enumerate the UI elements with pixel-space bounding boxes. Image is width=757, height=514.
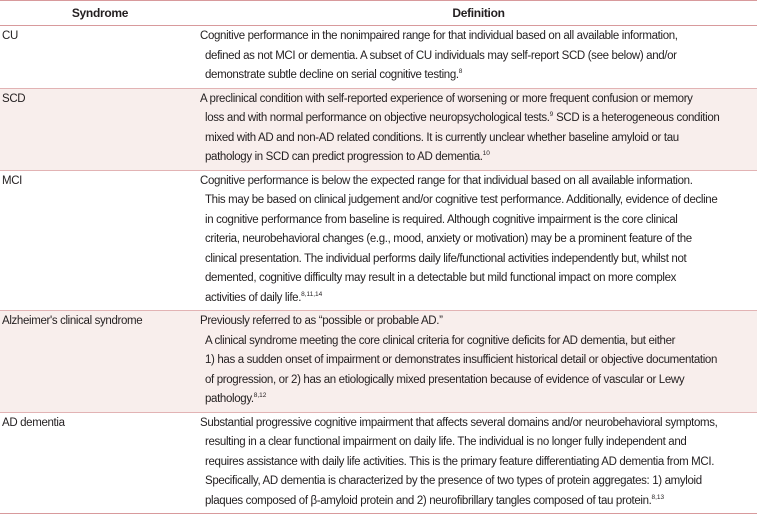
definition-text: mixed with AD and non-AD related conditions. It is currently unclear whether baseline amyloid or tau xyxy=(205,132,679,144)
definition-line xyxy=(200,332,757,352)
definition-line xyxy=(200,312,757,332)
definition-text: criteria, neurobehavioral changes (e.g., mood, anxiety or motivation) may be a prominent feature of the xyxy=(205,233,692,245)
definition-text: This may be based on clinical judgement and/or cognitive test performance. Additionally, evidence of decline xyxy=(205,194,717,206)
definition-text: demented, cognitive difficulty may result in a detectable but mild functional impact on more complex xyxy=(205,272,676,284)
table-row xyxy=(0,26,757,89)
definition-text: Previously referred to as “possible or probable AD.” xyxy=(200,315,443,327)
definition-cell xyxy=(200,414,757,512)
header-syndrome: Syndrome xyxy=(0,1,200,25)
table-body xyxy=(0,26,757,514)
definition-cell xyxy=(200,312,757,410)
citation-reference: 8,13 xyxy=(651,494,664,501)
syndrome-cell: MCI xyxy=(0,172,200,309)
citation-reference: 10 xyxy=(483,150,490,157)
definition-text: 1) has a sudden onset of impairment or demonstrates insufficient historical detail or objective documentation xyxy=(205,354,717,366)
definition-text: of progression, or 2) has an etiologically mixed presentation because of evidence of vascular or Lewy xyxy=(205,374,684,386)
definition-text: SCD is a heterogeneous condition xyxy=(553,112,719,124)
definition-text: pathology. xyxy=(205,393,254,405)
citation-reference: 8 xyxy=(459,68,463,75)
definition-text: Specifically, AD dementia is characterized by the presence of two types of protein aggregates: 1) amyloid xyxy=(205,475,702,487)
definition-line xyxy=(200,47,757,67)
definition-text: plaques composed of β-amyloid protein and 2) neurofibrillary tangles composed of tau protein. xyxy=(205,495,651,507)
definition-line xyxy=(200,211,757,231)
definition-text: defined as not MCI or dementia. A subset of CU individuals may self-report SCD (see below) and/or xyxy=(205,50,677,62)
definition-text: pathology in SCD can predict progression to AD dementia. xyxy=(205,151,483,163)
syndrome-cell: CU xyxy=(0,27,200,86)
table-row xyxy=(0,413,757,514)
definition-line xyxy=(200,289,757,309)
citation-reference: 9 xyxy=(550,111,554,118)
table-row xyxy=(0,171,757,312)
definition-line xyxy=(200,230,757,250)
definition-text: Cognitive performance in the nonimpaired range for that individual based on all available information, xyxy=(200,30,678,42)
syndrome-cell: AD dementia xyxy=(0,414,200,512)
definition-line xyxy=(200,172,757,192)
syndrome-cell: SCD xyxy=(0,90,200,168)
syndrome-cell: Alzheimer's clinical syndrome xyxy=(0,312,200,410)
definition-line xyxy=(200,27,757,47)
definition-line xyxy=(200,390,757,410)
table-row xyxy=(0,89,757,171)
citation-reference: 8,12 xyxy=(254,392,267,399)
definition-text: activities of daily life. xyxy=(205,292,301,304)
definition-line xyxy=(200,191,757,211)
definition-line xyxy=(200,453,757,473)
definition-text: demonstrate subtle decline on serial cognitive testing. xyxy=(205,69,459,81)
table-row xyxy=(0,311,757,413)
definition-cell xyxy=(200,90,757,168)
definition-line xyxy=(200,129,757,149)
definition-line xyxy=(200,250,757,270)
definition-text: resulting in a clear functional impairment on daily life. The individual is no longer fully independent and xyxy=(205,436,686,448)
definition-text: clinical presentation. The individual performs daily life/functional activities independently but, whilst not xyxy=(205,253,686,265)
definition-line xyxy=(200,492,757,512)
definition-text: A clinical syndrome meeting the core clinical criteria for cognitive deficits for AD dementia, but either xyxy=(205,335,675,347)
definition-line xyxy=(200,351,757,371)
definition-line xyxy=(200,433,757,453)
definition-line xyxy=(200,414,757,434)
definition-line xyxy=(200,90,757,110)
table-header xyxy=(0,1,757,26)
definition-line xyxy=(200,109,757,129)
definition-text: Cognitive performance is below the expected range for that individual based on all available information. xyxy=(200,175,693,187)
definition-text: requires assistance with daily life activities. This is the primary feature differentiating AD dementia from MCI. xyxy=(205,456,714,468)
header-definition: Definition xyxy=(200,1,757,25)
definition-text: loss and with normal performance on objective neuropsychological tests. xyxy=(205,112,550,124)
citation-reference: 8,11,14 xyxy=(301,291,322,298)
definition-text: Substantial progressive cognitive impairment that affects several domains and/or neurobehavioral symptoms, xyxy=(200,417,718,429)
definition-line xyxy=(200,371,757,391)
definition-line xyxy=(200,148,757,168)
definition-line xyxy=(200,269,757,289)
definition-line xyxy=(200,66,757,86)
definition-line xyxy=(200,472,757,492)
definition-cell xyxy=(200,27,757,86)
definition-cell xyxy=(200,172,757,309)
definition-text: in cognitive performance from baseline is required. Although cognitive impairment is the core clinical xyxy=(205,214,677,226)
definition-text: A preclinical condition with self-reported experience of worsening or more frequent confusion or memory xyxy=(200,93,693,105)
